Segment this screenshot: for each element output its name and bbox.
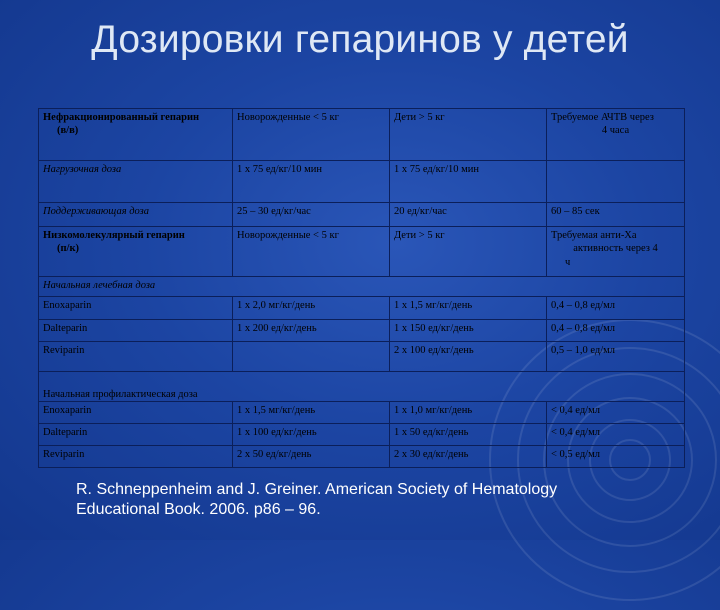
table-cell-text: активность через 4 <box>573 243 658 255</box>
table-cell: Новорожденные < 5 кг <box>233 227 390 277</box>
table-cell: < 0,4 ед/мл <box>547 401 685 423</box>
table-cell-text: ч <box>565 256 571 268</box>
table-cell <box>547 161 685 203</box>
table-cell: 60 – 85 сек <box>547 203 685 227</box>
table-cell: 1 х 100 ед/кг/день <box>233 423 390 445</box>
table-row <box>39 423 685 445</box>
table-cell: Поддерживающая доза <box>39 203 233 227</box>
table-cell-text: 4 часа <box>601 125 630 137</box>
table-cell: Новорожденные < 5 кг <box>233 109 390 161</box>
table-cell: 1 х 1,0 мг/кг/день <box>390 401 547 423</box>
table-row <box>39 341 685 371</box>
table-row <box>39 161 685 203</box>
table-cell: Дети > 5 кг <box>390 109 547 161</box>
table-cell-text: (в/в) <box>57 125 79 137</box>
section-label: Начальная профилактическая доза <box>39 371 685 401</box>
table-row <box>39 445 685 467</box>
table-cell: 2 х 100 ед/кг/день <box>390 341 547 371</box>
table-cell: 1 х 75 ед/кг/10 мин <box>233 161 390 203</box>
table-row <box>39 109 685 161</box>
table-row <box>39 401 685 423</box>
dosage-table <box>38 108 685 468</box>
table-cell: 1 х 1,5 мг/кг/день <box>233 401 390 423</box>
table-cell: Нагрузочная доза <box>39 161 233 203</box>
section-row <box>39 277 685 297</box>
table-cell: 0,4 – 0,8 ед/мл <box>547 319 685 341</box>
reference-line: R. Schneppenheim and J. Greiner. American Society of Hematology <box>76 481 558 498</box>
table-cell: 25 – 30 ед/кг/час <box>233 203 390 227</box>
table-cell: Enoxaparin <box>39 297 233 319</box>
section-row <box>39 371 685 401</box>
table-cell: < 0,4 ед/мл <box>547 423 685 445</box>
table-cell: Dalteparin <box>39 423 233 445</box>
page-title: Дозировки гепаринов у детей <box>91 18 629 61</box>
table-cell: < 0,5 ед/мл <box>547 445 685 467</box>
table-cell: 2 х 50 ед/кг/день <box>233 445 390 467</box>
table-row <box>39 227 685 277</box>
table-cell: Reviparin <box>39 445 233 467</box>
table-cell <box>233 341 390 371</box>
reference-line: Educational Book. 2006. p86 – 96. <box>76 501 321 518</box>
table-cell: 2 х 30 ед/кг/день <box>390 445 547 467</box>
table-cell: 1 х 1,5 мг/кг/день <box>390 297 547 319</box>
table-cell: Enoxaparin <box>39 401 233 423</box>
table-cell-text: (п/к) <box>57 243 80 255</box>
table-cell: 20 ед/кг/час <box>390 203 547 227</box>
table-row <box>39 203 685 227</box>
table-cell <box>547 227 685 277</box>
table-cell <box>39 227 233 277</box>
table-cell: Reviparin <box>39 341 233 371</box>
table-cell-text: Требуемое АЧТВ через <box>551 112 654 123</box>
table-row <box>39 319 685 341</box>
table-cell: 0,5 – 1,0 ед/мл <box>547 341 685 371</box>
table-cell-text: Требуемая анти-Ха <box>551 230 637 242</box>
table-cell <box>547 109 685 161</box>
table-cell: 1 х 150 ед/кг/день <box>390 319 547 341</box>
reference-citation <box>76 480 696 520</box>
table-cell: 1 х 50 ед/кг/день <box>390 423 547 445</box>
table-cell: 0,4 – 0,8 ед/мл <box>547 297 685 319</box>
table-cell-text: Низкомолекулярный гепарин <box>43 230 185 242</box>
table-cell <box>39 109 233 161</box>
section-label: Начальная лечебная доза <box>39 277 685 297</box>
table-cell: 1 х 2,0 мг/кг/день <box>233 297 390 319</box>
table-cell: Дети > 5 кг <box>390 227 547 277</box>
table-cell: 1 х 75 ед/кг/10 мин <box>390 161 547 203</box>
table-cell: Dalteparin <box>39 319 233 341</box>
table-row <box>39 297 685 319</box>
table-cell: 1 х 200 ед/кг/день <box>233 319 390 341</box>
table-cell-text: Нефракционированный гепарин <box>43 112 200 123</box>
